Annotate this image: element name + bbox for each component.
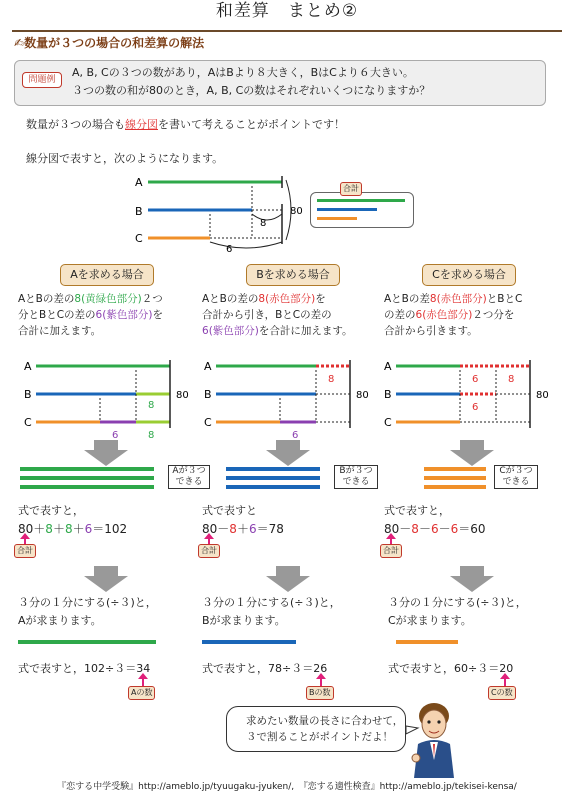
footer-credit: 『恋する中学受験』http://ameblo.jp/tyuugaku-jyuken/, 『恋する適性検査』http://ameblo.jp/tekisei-kensa/ bbox=[57, 782, 517, 792]
case-a-final: 式で表すと，102÷３＝34 bbox=[18, 662, 151, 675]
case-a-expr-intro: 式で表すと， bbox=[18, 504, 84, 517]
total-value: 80 bbox=[356, 390, 369, 401]
case-b-final: 式で表すと，78÷３＝26 bbox=[202, 662, 328, 675]
case-c-expr-intro: 式で表すと， bbox=[384, 504, 450, 517]
problem-tag: 問題例 bbox=[22, 72, 62, 88]
diagram-note: 線分図で表すと，次のようになります。 bbox=[26, 152, 224, 165]
bubble-line-1: 求めたい数量の長さに合わせて， bbox=[246, 715, 404, 727]
case-b-desc-line-3: 6(紫色部分)を合計に加えます。 bbox=[202, 325, 353, 337]
label-b: B bbox=[384, 388, 392, 401]
equal-line-a bbox=[20, 485, 154, 489]
case-a-heading: Aを求める場合 bbox=[60, 264, 154, 286]
label-c: C bbox=[384, 416, 392, 429]
bubble-line-2: ３で割ることがポイントだよ！ bbox=[246, 731, 393, 743]
pencil-icon: ✍ bbox=[14, 36, 25, 50]
case-c-box: Cが３つ できる bbox=[494, 465, 538, 489]
diff-bc: 6 bbox=[472, 374, 479, 385]
diff-bc: 6 bbox=[292, 430, 299, 440]
down-arrow-head bbox=[450, 450, 494, 466]
equal-line-c bbox=[424, 476, 486, 480]
equal-line-c bbox=[424, 467, 486, 471]
case-a-desc-line-1: AとBの差の8(黄緑色部分)２つ bbox=[18, 293, 163, 305]
page-title: 和差算 まとめ② bbox=[215, 1, 359, 21]
case-c-step-1: ３分の１分にする(÷３)と， bbox=[388, 596, 527, 609]
legend-label: 合計 bbox=[340, 182, 362, 196]
diff-bc: 6 bbox=[472, 402, 479, 413]
problem-line-2: ３つの数の和が80のとき，A, B, Cの数はそれぞれいくつになりますか？ bbox=[72, 84, 431, 97]
legend-orange bbox=[317, 217, 357, 220]
case-b-step-2: Bが求まります。 bbox=[202, 614, 286, 627]
total-value: 80 bbox=[290, 206, 303, 217]
down-arrow bbox=[460, 440, 484, 450]
down-arrow-head bbox=[84, 576, 128, 592]
diff-ab: 8 bbox=[260, 218, 267, 229]
down-arrow-head bbox=[266, 450, 310, 466]
diff-ab: 8 bbox=[328, 374, 335, 385]
label-b: B bbox=[135, 205, 143, 218]
down-arrow bbox=[94, 566, 118, 576]
intro-highlight: 線分図 bbox=[125, 118, 158, 131]
brace-ab bbox=[252, 214, 282, 220]
speech-bubble bbox=[226, 706, 406, 752]
case-a-diagram bbox=[20, 356, 200, 440]
equal-line-b bbox=[226, 476, 320, 480]
total-tag: 合計 bbox=[380, 544, 402, 558]
case-c-desc-line-3: 合計から引きます。 bbox=[384, 325, 478, 337]
case-c-final: 式で表すと，60÷３＝20 bbox=[388, 662, 514, 675]
diff-bc: 6 bbox=[112, 430, 119, 440]
case-c-heading: Cを求める場合 bbox=[422, 264, 516, 286]
case-a-step-2: Aが求まります。 bbox=[18, 614, 102, 627]
case-c-desc-line-1: AとBの差8(赤色部分)とBとC bbox=[384, 293, 523, 305]
label-a: A bbox=[135, 176, 143, 189]
label-b: B bbox=[24, 388, 32, 401]
case-a-desc-line-2: 分とBとCの差の6(紫色部分)を bbox=[18, 309, 163, 321]
brace-bc bbox=[210, 242, 282, 248]
label-a: A bbox=[204, 360, 212, 373]
case-b-heading: Bを求める場合 bbox=[246, 264, 340, 286]
case-b-diagram bbox=[200, 356, 380, 440]
label-a: A bbox=[24, 360, 32, 373]
case-a-box: Aが３つ できる bbox=[168, 465, 210, 489]
pointer-arrow bbox=[142, 678, 144, 686]
intro-text: 数量が３つの場合も線分図を書いて考えることがポイントです！ bbox=[26, 118, 345, 131]
legend-blue bbox=[317, 208, 377, 211]
case-c-final-tag: Cの数 bbox=[488, 686, 516, 700]
equal-line-a bbox=[20, 476, 154, 480]
legend-green bbox=[317, 199, 405, 202]
total-tag: 合計 bbox=[198, 544, 220, 558]
case-b-desc-line-2: 合計から引き，BとCの差の bbox=[202, 309, 332, 321]
case-a-desc-line-3: 合計に加えます。 bbox=[18, 325, 102, 337]
label-a: A bbox=[384, 360, 392, 373]
case-c-expr: 80－8－6－6＝60 bbox=[384, 522, 486, 536]
equal-line-c bbox=[424, 485, 486, 489]
label-c: C bbox=[204, 416, 212, 429]
section-title: ✍数量が３つの場合の和差算の解法 bbox=[14, 36, 205, 50]
case-b-expr-intro: 式で表すと bbox=[202, 504, 257, 517]
legend-box bbox=[310, 192, 414, 228]
down-arrow-head bbox=[84, 450, 128, 466]
case-a-expr: 80＋8＋8＋6＝102 bbox=[18, 522, 128, 536]
case-c-desc-line-2: の差の6(赤色部分)２つ分を bbox=[384, 309, 515, 321]
down-arrow bbox=[276, 440, 300, 450]
diff-ab: 8 bbox=[508, 374, 515, 385]
case-b-expr: 80－8＋6＝78 bbox=[202, 522, 284, 536]
equal-line-a bbox=[20, 467, 154, 471]
label-c: C bbox=[135, 232, 143, 245]
case-c-diagram bbox=[380, 356, 560, 440]
equal-line-b bbox=[226, 467, 320, 471]
case-b-box: Bが３つ できる bbox=[334, 465, 378, 489]
total-value: 80 bbox=[176, 390, 189, 401]
down-arrow-head bbox=[450, 576, 494, 592]
down-arrow bbox=[276, 566, 300, 576]
down-arrow-head bbox=[266, 576, 310, 592]
title-underline bbox=[12, 30, 562, 32]
single-line-a bbox=[18, 640, 156, 644]
equal-line-b bbox=[226, 485, 320, 489]
diff-bc: 6 bbox=[226, 244, 233, 252]
teacher-icon bbox=[404, 700, 460, 778]
case-c-step-2: Cが求まります。 bbox=[388, 614, 472, 627]
label-c: C bbox=[24, 416, 32, 429]
pointer-arrow bbox=[504, 678, 506, 686]
case-b-desc-line-1: AとBの差の8(赤色部分)を bbox=[202, 293, 326, 305]
down-arrow bbox=[94, 440, 118, 450]
pointer-arrow bbox=[320, 678, 322, 686]
speech-tail bbox=[406, 726, 418, 734]
label-b: B bbox=[204, 388, 212, 401]
problem-line-1: A, B, Cの３つの数があり，AはBより８大きく，BはCより６大きい。 bbox=[72, 66, 414, 79]
total-value: 80 bbox=[536, 390, 549, 401]
diff-ab: 8 bbox=[148, 400, 155, 411]
case-a-final-tag: Aの数 bbox=[128, 686, 155, 700]
case-b-final-tag: Bの数 bbox=[306, 686, 334, 700]
down-arrow bbox=[460, 566, 484, 576]
case-a-step-1: ３分の１分にする(÷３)と， bbox=[18, 596, 157, 609]
single-line-b bbox=[202, 640, 296, 644]
case-b-step-1: ３分の１分にする(÷３)と， bbox=[202, 596, 341, 609]
single-line-c bbox=[396, 640, 458, 644]
diff-ab: 8 bbox=[148, 430, 155, 440]
total-tag: 合計 bbox=[14, 544, 36, 558]
